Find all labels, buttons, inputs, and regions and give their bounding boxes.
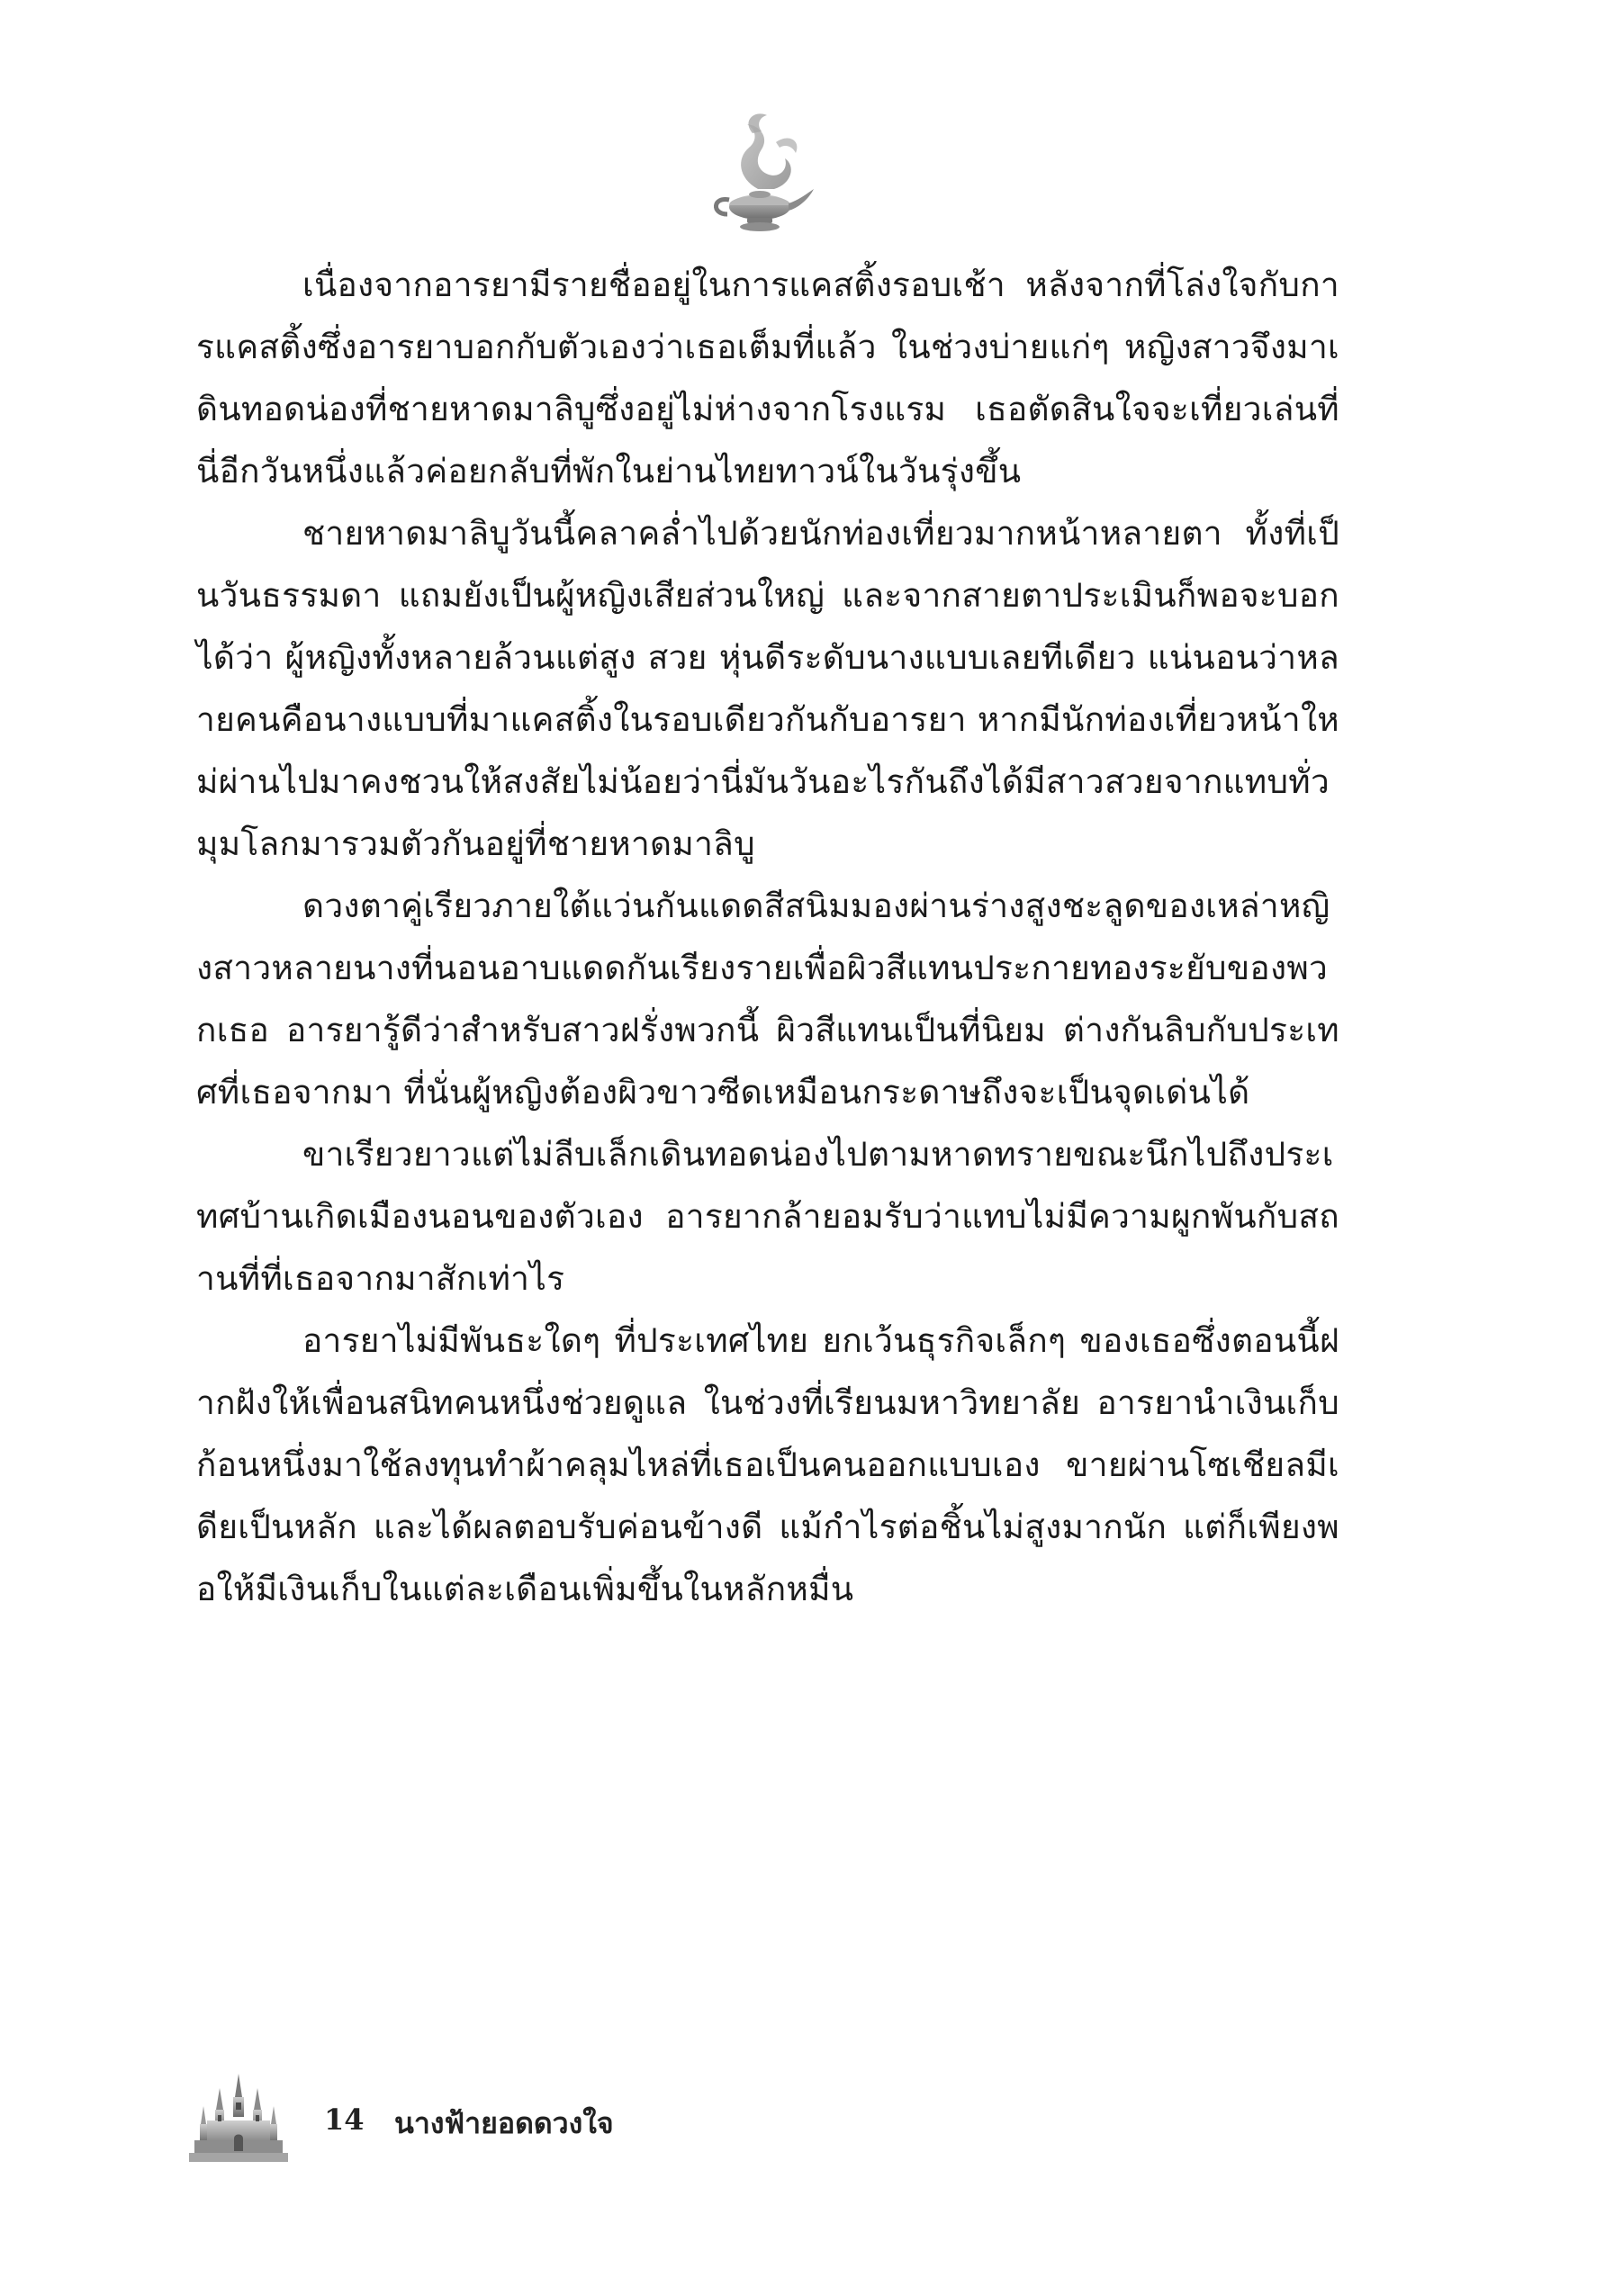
paragraph: เนื่องจากอารยามีรายชื่ออยู่ในการแคสติ้งรอบเช้า หลังจากที่โล่งใจกับการแคสติ้งซึ่งอารยาบอกกับตัวเองว่าเธอเต็มที่แล้ว ในช่วงบ่ายแก่ๆ หญิงสาวจึงมาเดินทอดน่องที่ชายหาดมาลิบูซึ่งอยู่ไม่ห่างจากโรงแรม เธอตัดสินใจจะเที่ยวเล่นที่นี่อีกวันหนึ่งแล้วค่อยกลับที่พักในย่านไทยทาวน์ในวันรุ่งขึ้น	[196, 266, 1339, 491]
page-number: 14	[324, 2102, 365, 2137]
paragraph: ชายหาดมาลิบูวันนี้คลาคล่ำไปด้วยนักท่องเที่ยวมากหน้าหลายตา ทั้งที่เป็นวันธรรมดา แถมยังเป็นผู้หญิงเสียส่วนใหญ่ และจากสายตาประเมินก็พอจะบอกได้ว่า ผู้หญิงทั้งหลายล้วนแต่สูง สวย หุ่นดีระดับนางแบบเลยทีเดียว แน่นอนว่าหลายคนคือนางแบบที่มาแคสติ้งในรอบเดียวกันกับอารยา หากมีนักท่องเที่ยวหน้าใหม่ผ่านไปมาคงชวนให้สงสัยไม่น้อยว่านี่มันวันอะไรกันถึงได้มีสาวสวยจากแทบทั่วมุมโลกมารวมตัวกันอยู่ที่ชายหาดมาลิบู	[196, 514, 1339, 863]
page-footer	[189, 2070, 819, 2169]
paragraph: ดวงตาคู่เรียวภายใต้แว่นกันแดดสีสนิมมองผ่านร่างสูงชะลูดของเหล่าหญิงสาวหลายนางที่นอนอาบแดดกันเรียงรายเพื่อผิวสีแทนประกายทองระยับของพวกเธอ อารยารู้ดีว่าสำหรับสาวฝรั่งพวกนี้ ผิวสีแทนเป็นที่นิยม ต่างกันลิบกับประเทศที่เธอจากมา ที่นั่นผู้หญิงต้องผิวขาวซีดเหมือนกระดาษถึงจะเป็นจุดเด่นได้	[196, 887, 1339, 1112]
genie-lamp-icon	[702, 106, 819, 241]
paragraph: อารยาไม่มีพันธะใดๆ ที่ประเทศไทย ยกเว้นธุรกิจเล็กๆ ของเธอซึ่งตอนนี้ฝากฝังให้เพื่อนสนิทคนหนึ่งช่วยดูแล ในช่วงที่เรียนมหาวิทยาลัย อารยานำเงินเก็บก้อนหนึ่งมาใช้ลงทุนทำผ้าคลุมไหล่ที่เธอเป็นคนออกแบบเอง ขายผ่านโซเชียลมีเดียเป็นหลัก และได้ผลตอบรับค่อนข้างดี แม้กำไรต่อชิ้นไม่สูงมากนัก แต่ก็เพียงพอให้มีเงินเก็บในแต่ละเดือนเพิ่มขึ้นในหลักหมื่น	[196, 1321, 1339, 1608]
chapter-body	[196, 254, 1339, 1620]
book-title: นางฟ้ายอดดวงใจ	[394, 2106, 614, 2140]
castle-icon	[189, 2070, 288, 2165]
paragraph: ขาเรียวยาวแต่ไม่ลีบเล็กเดินทอดน่องไปตามหาดทรายขณะนึกไปถึงประเทศบ้านเกิดเมืองนอนของตัวเอง อารยากล้ายอมรับว่าแทบไม่มีความผูกพันกับสถานที่ที่เธอจากมาสักเท่าไร	[196, 1135, 1339, 1298]
